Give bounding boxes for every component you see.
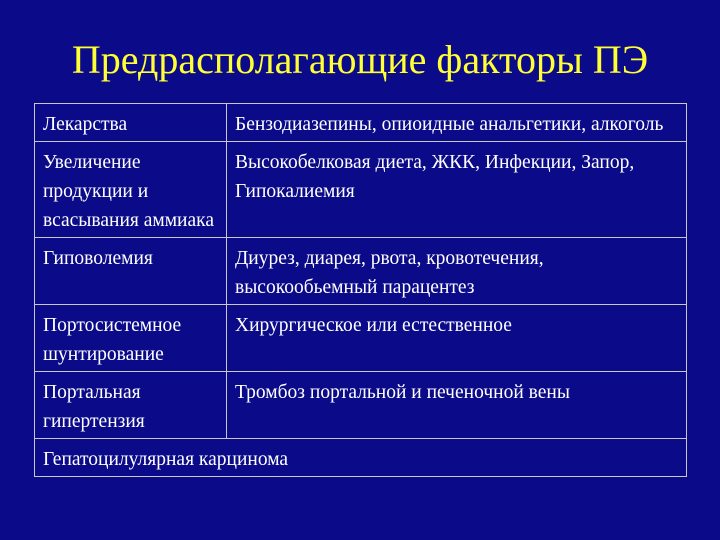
factors-table xyxy=(34,103,687,477)
details-cell: Высокобелковая диета, ЖКК, Инфекции, Запор, Гипокалиемия xyxy=(227,142,687,238)
slide-title: Предрасполагающие факторы ПЭ xyxy=(71,37,649,82)
details-cell: Тромбоз портальной и печеночной вены xyxy=(227,372,687,439)
factor-cell: Лекарства xyxy=(35,104,227,142)
details-cell: Диурез, диарея, рвота, кровотечения, высокообьемный парацентез xyxy=(227,238,687,305)
footer-cell: Гепатоцилулярная карцинома xyxy=(35,439,687,477)
details-cell: Хирургическое или естественное xyxy=(227,305,687,372)
table-row xyxy=(35,104,687,142)
factor-cell: Увеличение продукции и всасывания аммиака xyxy=(35,142,227,238)
table-row xyxy=(35,238,687,305)
details-cell: Бензодиазепины, опиоидные анальгетики, алкоголь xyxy=(227,104,687,142)
table-row xyxy=(35,372,687,439)
table-row xyxy=(35,305,687,372)
factor-cell: Гиповолемия xyxy=(35,238,227,305)
factor-cell: Портосистемное шунтирование xyxy=(35,305,227,372)
table-row xyxy=(35,142,687,238)
factor-cell: Портальная гипертензия xyxy=(35,372,227,439)
table-footer-row xyxy=(35,439,687,477)
